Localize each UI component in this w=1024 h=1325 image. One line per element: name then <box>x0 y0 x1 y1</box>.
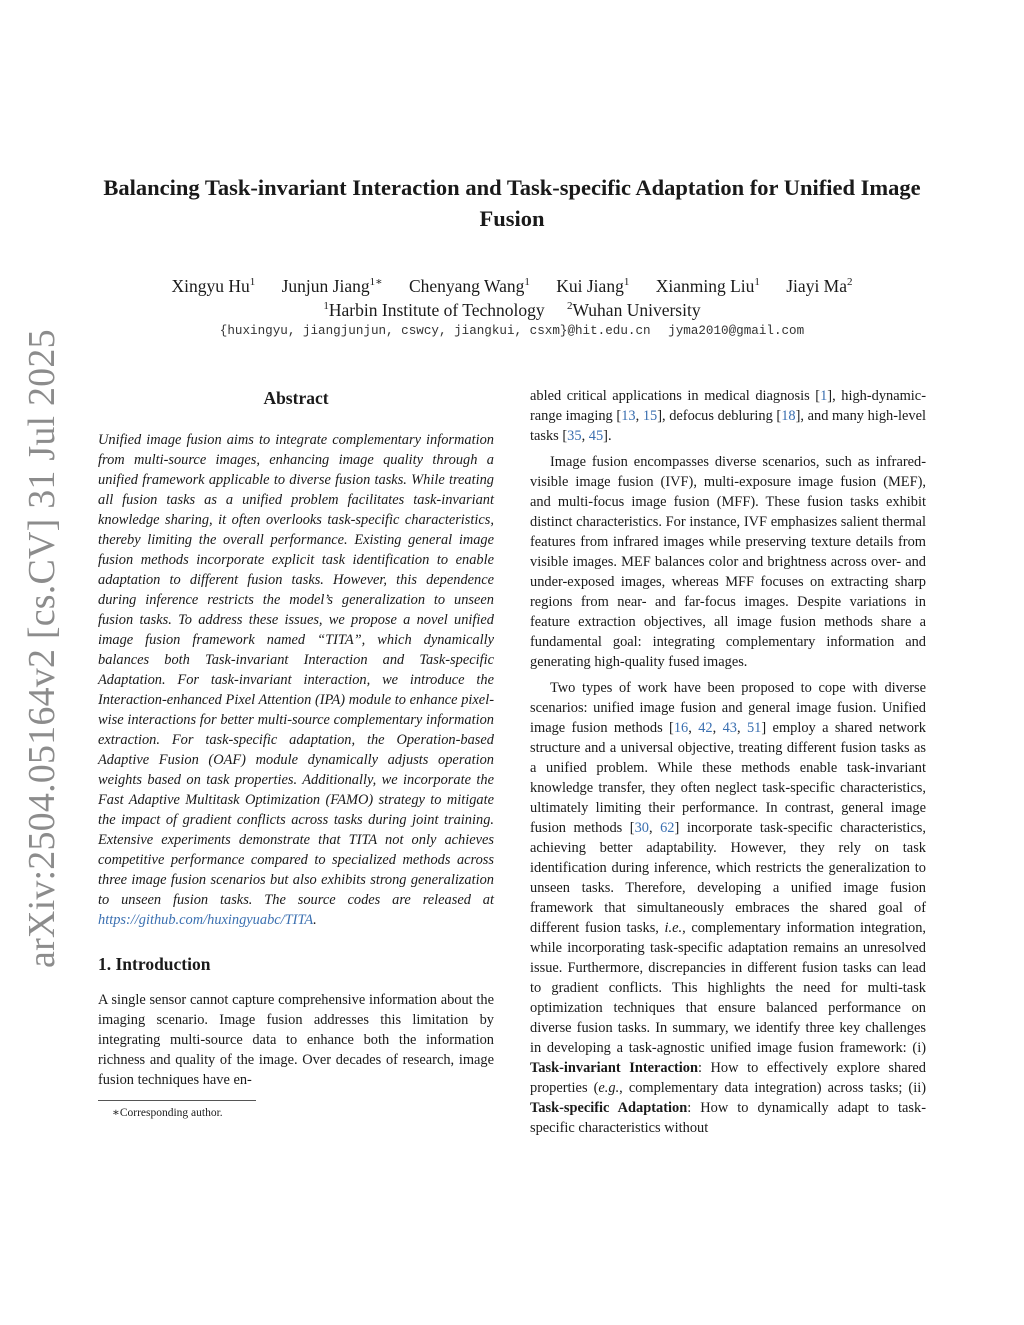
author: Xingyu Hu$^1$ <box>171 275 256 296</box>
citation-link[interactable]: 43 <box>722 720 737 736</box>
citation-link[interactable]: 45 <box>588 428 604 444</box>
section-heading-introduction: 1. Introduction <box>98 954 211 974</box>
citation-link[interactable]: 30 <box>634 820 649 836</box>
affiliation: $^2$Wuhan University <box>566 299 701 320</box>
intro-paragraph-continued: abled critical applications in medical diagnosis [1], high-dynamic-range imaging [13, 15], defocus debluring [18], and many high-level tasks [35, 45]. <box>530 388 926 444</box>
email-list <box>60 322 964 340</box>
affiliation: $^1$Harbin Institute of Technology <box>323 299 545 320</box>
left-column <box>98 386 494 1121</box>
footnote: ∗Corresponding author. <box>112 1107 223 1119</box>
author: Junjun Jiang$^{1∗}$ <box>281 275 383 296</box>
citation-link[interactable]: 42 <box>698 720 713 736</box>
affiliation-list <box>60 294 964 322</box>
key-challenge-term: Task-invariant Interaction <box>530 1060 698 1076</box>
citation-link[interactable]: 18 <box>781 408 796 424</box>
author: Kui Jiang$^1$ <box>556 275 630 296</box>
citation-link[interactable]: 13 <box>621 408 636 424</box>
abstract-heading: Abstract <box>263 388 329 408</box>
right-column <box>530 386 926 1138</box>
intro-paragraph: A single sensor cannot capture comprehensive information about the imaging scenario. Image fusion addresses this limitation by integrating multi-source data to enhance both the information richness and quality of the image. Over decades of research, image fusion techniques have en- <box>98 992 494 1088</box>
citation-link[interactable]: 35 <box>567 428 582 444</box>
email: {huxingyu, jiangjunjun, cswcy, jiangkui, csxm}@hit.edu.cn <box>219 324 651 338</box>
footnote-divider <box>98 1100 256 1101</box>
arxiv-identifier: arXiv:2504.05164v2 [cs.CV] 31 Jul 2025 <box>21 329 63 968</box>
author: Chenyang Wang$^1$ <box>408 275 530 296</box>
intro-paragraph: Image fusion encompasses diverse scenarios, such as infrared-visible image fusion (IVF), multi-exposure image fusion (MEF), and multi-focus image fusion (MFF). These fusion tasks exhibit distinct characteristics. For instance, IVF emphasizes salient thermal features from infrared images while preserving texture details from visible images. MEF balances color and brightness across over- and under-exposed images, whereas MFF focuses on extracting sharp regions from near- and far-focus images. Despite variations in feature extraction objectives, all image fusion methods share a fundamental goal: integrating complementary information and generating high-quality fused images. <box>530 454 926 670</box>
code-link[interactable]: https://github.com/huxingyuabc/TITA <box>98 912 314 928</box>
citation-link[interactable]: 1 <box>820 388 828 404</box>
citation-link[interactable]: 62 <box>660 820 675 836</box>
key-challenge-term: Task-specific Adaptation <box>530 1100 688 1116</box>
paper-title: Balancing Task-invariant Interaction and Task-specific Adaptation for Unified Image Fusion <box>103 175 921 231</box>
abstract-body: Unified image fusion aims to integrate complementary information from multi-source images, enhancing image quality through a unified framework applicable to diverse fusion tasks. While treating all fusion tasks as a unified problem facilitates task-invariant knowledge sharing, it often overlooks task-specific characteristics, thereby limiting the overall performance. Existing general image fusion methods incorporate explicit task identification to enable adaptation to different fusion tasks. However, this dependence during inference restricts the model’s generalization to unseen fusion tasks. To address these issues, we propose a novel unified image fusion framework named “TITA”, which dynamically balances both Task-invariant Interaction and Task-specific Adaptation. For task-invariant interaction, we introduce the Interaction-enhanced Pixel Attention (IPA) module to enhance pixel-wise interactions for better multi-source complementary information extraction. For task-specific adaptation, the Operation-based Adaptive Fusion (OAF) module dynamically adjusts operation weights based on task properties. Additionally, we incorporate the Fast Adaptive Multitask Optimization (FAMO) strategy to mitigate the impact of gradient conflicts across tasks during joint training. Extensive experiments demonstrate that TITA not only achieves competitive performance compared to specialized methods across three image fusion scenarios but also exhibits strong generalization to unseen fusion tasks. The source codes are released at https://github.com/huxingyuabc/TITA. <box>98 432 494 928</box>
author: Jiayi Ma$^2$ <box>786 275 853 296</box>
author: Xianming Liu$^1$ <box>655 275 760 296</box>
intro-paragraph: Two types of work have been proposed to cope with diverse scenarios: unified image fusion and general image fusion. Unified image fusion methods [16, 42, 43, 51] employ a shared network structure and a universal objective, treating different fusion tasks as a unified problem. While these methods enable task-invariant knowledge transfer, they often neglect task-specific characteristics, ultimately limiting their performance. In contrast, general image fusion methods [30, 62] incorporate task-specific characteristics, achieving better adaptability. However, they rely on task identification during inference, which restricts the generalization to unseen tasks. Therefore, developing a unified image fusion framework that simultaneously embraces the shared goal of different fusion tasks, i.e., complementary information integration, while incorporating task-specific adaptation remains an unresolved issue. Furthermore, discrepancies in different fusion tasks can lead to gradient conflicts. This highlights the need for multi-task optimization techniques that ensure balanced performance on diverse fusion tasks. In summary, we identify three key challenges in developing a task-agnostic unified image fusion framework: (i) Task-invariant Interaction: How to effectively explore shared properties (e.g., complementary data integration) across tasks; (ii) Task-specific Adaptation: How to dynamically adapt to task-specific characteristics without <box>530 680 926 1136</box>
citation-link[interactable]: 16 <box>673 720 689 736</box>
email: jyma2010@gmail.com <box>668 324 805 338</box>
citation-link[interactable]: 15 <box>642 408 658 424</box>
citation-link[interactable]: 51 <box>746 720 762 736</box>
